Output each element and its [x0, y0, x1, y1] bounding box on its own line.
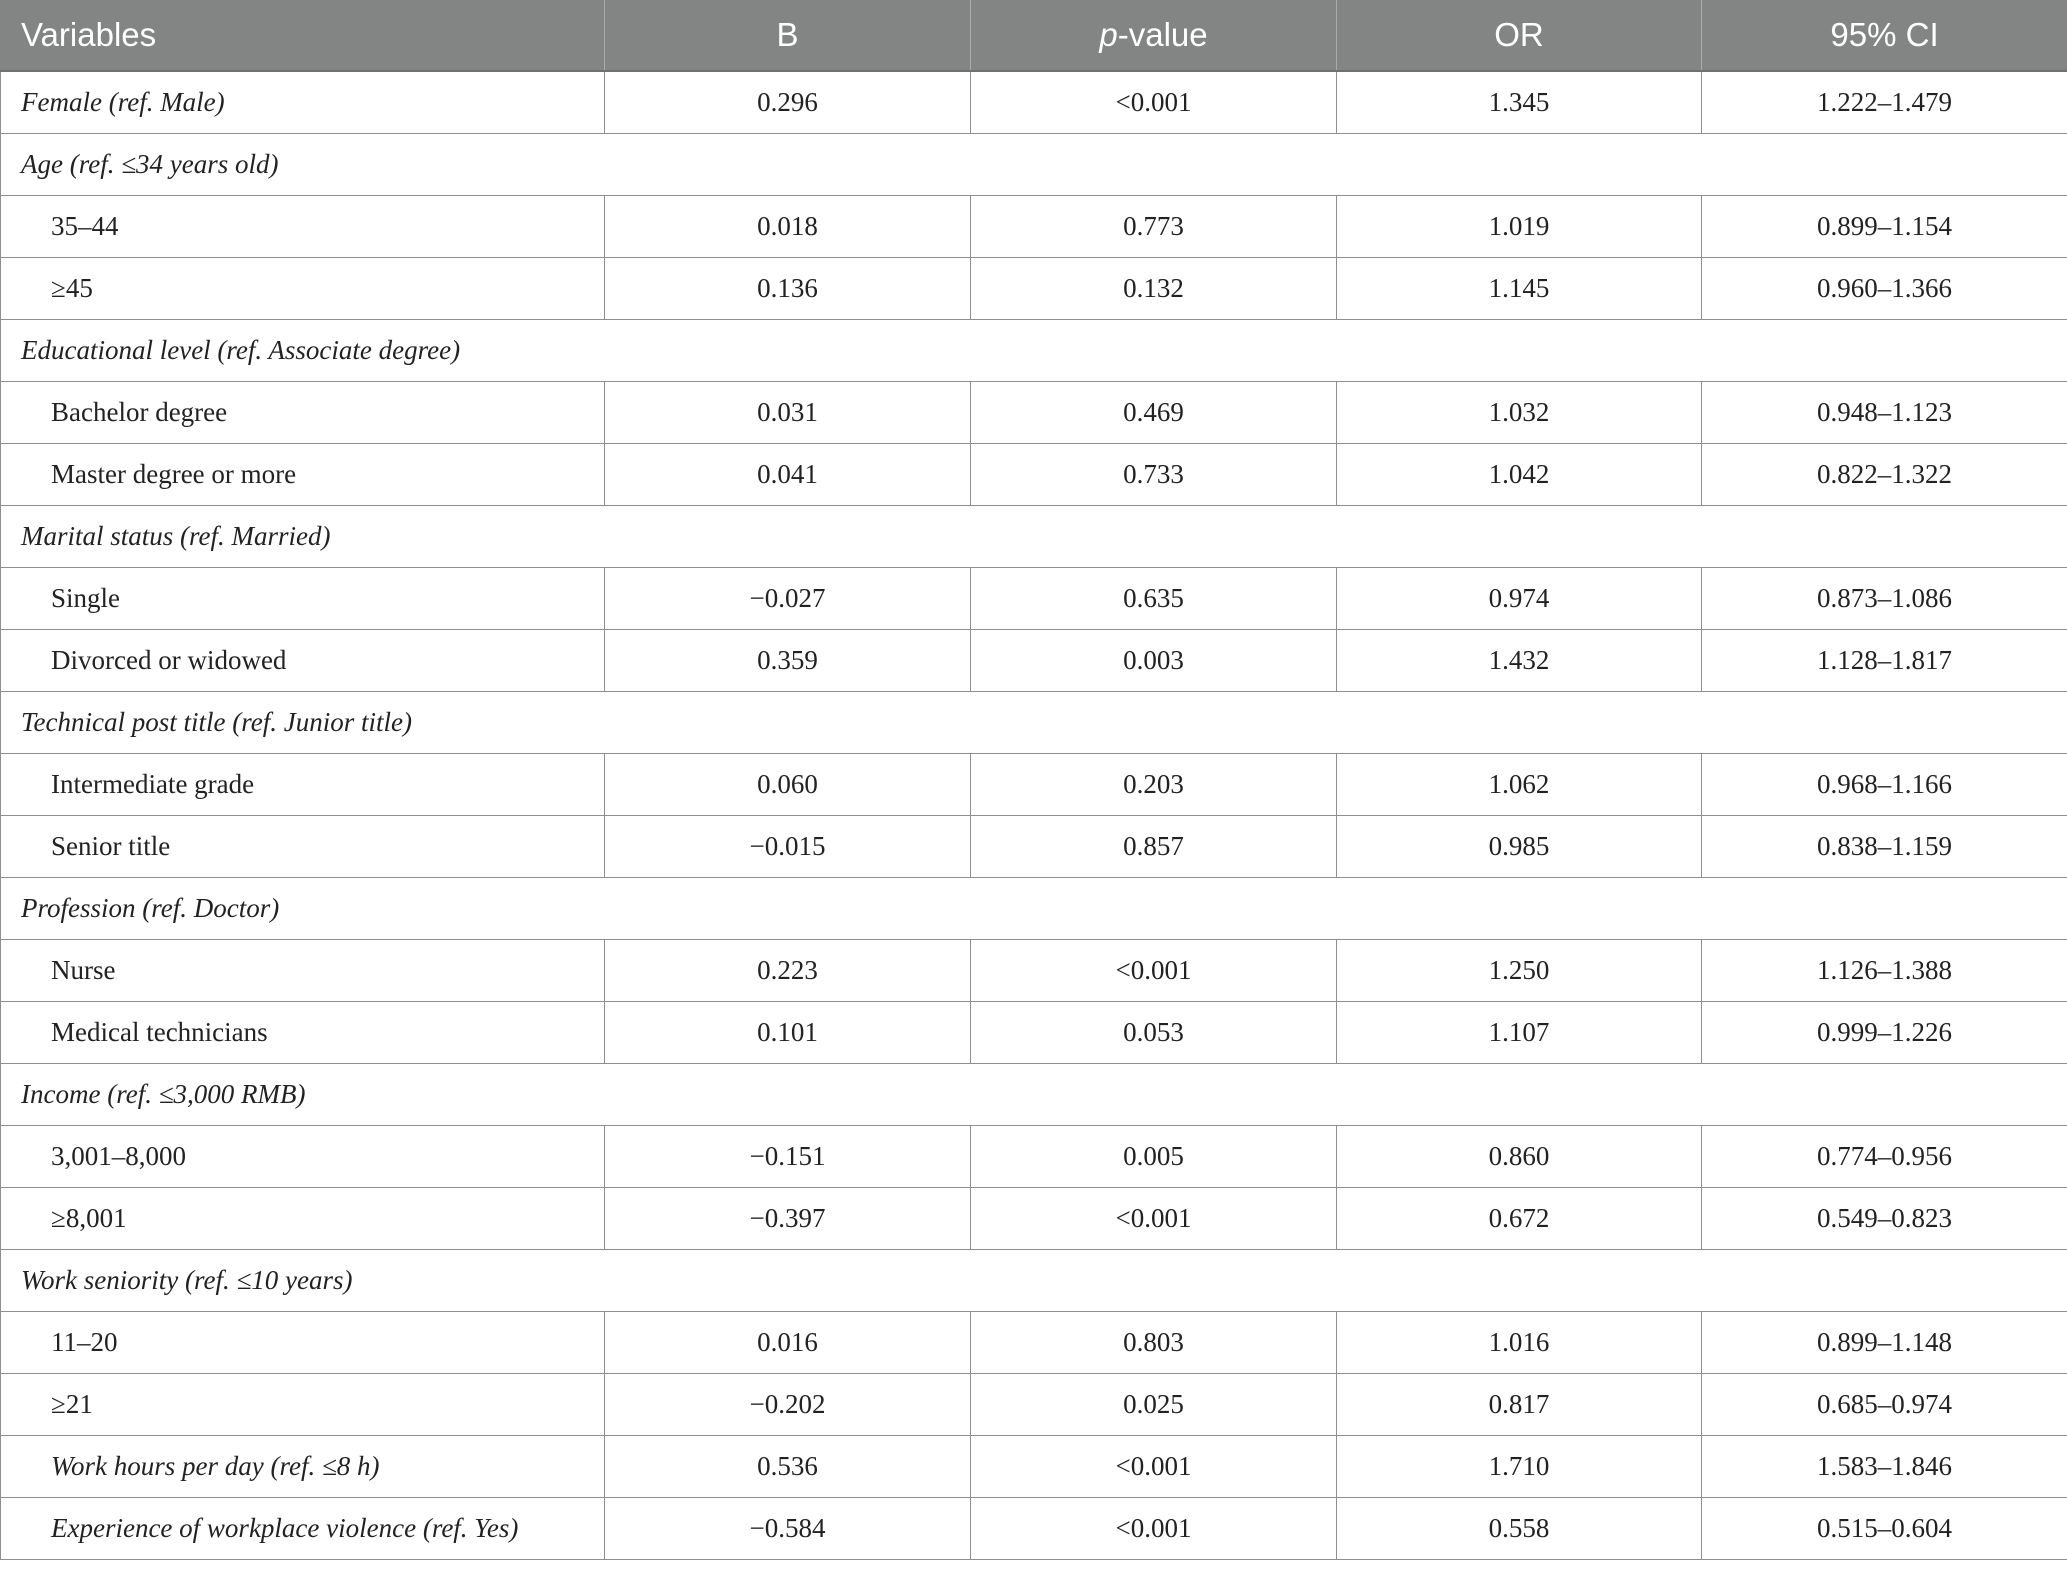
table-row [1, 1436, 2067, 1498]
b-value-cell: −0.015 [605, 816, 971, 878]
or-value-cell: 1.016 [1337, 1312, 1702, 1374]
p-value-cell: 0.132 [971, 258, 1337, 320]
or-value-cell: 1.107 [1337, 1002, 1702, 1064]
p-value-cell: <0.001 [971, 940, 1337, 1002]
p-value-cell: 0.857 [971, 816, 1337, 878]
ci-value-cell: 0.774–0.956 [1702, 1126, 2067, 1188]
p-value-cell: <0.001 [971, 1436, 1337, 1498]
group-label: Marital status (ref. Married) [1, 506, 2067, 568]
ci-value-cell: 1.128–1.817 [1702, 630, 2067, 692]
ci-value-cell: 0.822–1.322 [1702, 444, 2067, 506]
group-label: Educational level (ref. Associate degree) [1, 320, 2067, 382]
table-row [1, 1126, 2067, 1188]
p-value-cell: 0.469 [971, 382, 1337, 444]
p-value-cell: 0.733 [971, 444, 1337, 506]
b-value-cell: −0.202 [605, 1374, 971, 1436]
b-value-cell: 0.031 [605, 382, 971, 444]
table-row [1, 71, 2067, 134]
ci-value-cell: 0.999–1.226 [1702, 1002, 2067, 1064]
variable-label: ≥45 [1, 258, 605, 320]
group-header-row [1, 134, 2067, 196]
ci-value-cell: 0.685–0.974 [1702, 1374, 2067, 1436]
table-row [1, 196, 2067, 258]
p-value-cell: <0.001 [971, 1188, 1337, 1250]
variable-label: 11–20 [1, 1312, 605, 1374]
variable-label: Single [1, 568, 605, 630]
variable-label: Experience of workplace violence (ref. Yes) [1, 1498, 605, 1560]
table-row [1, 1498, 2067, 1560]
variable-label: Work hours per day (ref. ≤8 h) [1, 1436, 605, 1498]
table-body [1, 71, 2067, 1560]
table-row [1, 258, 2067, 320]
table-row [1, 1312, 2067, 1374]
ci-value-cell: 0.899–1.154 [1702, 196, 2067, 258]
or-value-cell: 0.817 [1337, 1374, 1702, 1436]
or-value-cell: 0.985 [1337, 816, 1702, 878]
ci-value-cell: 0.515–0.604 [1702, 1498, 2067, 1560]
group-label: Age (ref. ≤34 years old) [1, 134, 2067, 196]
variable-label: ≥8,001 [1, 1188, 605, 1250]
p-value-cell: <0.001 [971, 1498, 1337, 1560]
variable-label: Divorced or widowed [1, 630, 605, 692]
b-value-cell: 0.536 [605, 1436, 971, 1498]
header-or: OR [1337, 0, 1702, 71]
ci-value-cell: 0.873–1.086 [1702, 568, 2067, 630]
header-p-value [971, 0, 1337, 71]
or-value-cell: 1.019 [1337, 196, 1702, 258]
p-value-cell: 0.203 [971, 754, 1337, 816]
p-value-cell: 0.005 [971, 1126, 1337, 1188]
variable-label: 3,001–8,000 [1, 1126, 605, 1188]
table-row [1, 630, 2067, 692]
or-value-cell: 0.860 [1337, 1126, 1702, 1188]
table-row [1, 1188, 2067, 1250]
p-value-cell: 0.803 [971, 1312, 1337, 1374]
variable-label: Intermediate grade [1, 754, 605, 816]
variable-label: Senior title [1, 816, 605, 878]
header-variables: Variables [1, 0, 605, 71]
p-value-cell: 0.773 [971, 196, 1337, 258]
table-row [1, 754, 2067, 816]
b-value-cell: 0.101 [605, 1002, 971, 1064]
group-header-row [1, 506, 2067, 568]
variable-label: Medical technicians [1, 1002, 605, 1064]
p-value-cell: 0.003 [971, 630, 1337, 692]
header-row [1, 0, 2067, 71]
or-value-cell: 1.345 [1337, 71, 1702, 134]
group-label: Income (ref. ≤3,000 RMB) [1, 1064, 2067, 1126]
header-p-letter: p [1099, 16, 1118, 53]
p-value-cell: 0.635 [971, 568, 1337, 630]
b-value-cell: 0.041 [605, 444, 971, 506]
or-value-cell: 1.710 [1337, 1436, 1702, 1498]
b-value-cell: 0.296 [605, 71, 971, 134]
or-value-cell: 1.062 [1337, 754, 1702, 816]
header-p-suffix: -value [1117, 16, 1208, 53]
table-row [1, 1374, 2067, 1436]
group-label: Technical post title (ref. Junior title) [1, 692, 2067, 754]
table-row [1, 1002, 2067, 1064]
table-header [1, 0, 2067, 71]
b-value-cell: 0.060 [605, 754, 971, 816]
b-value-cell: 0.018 [605, 196, 971, 258]
ci-value-cell: 0.960–1.366 [1702, 258, 2067, 320]
group-header-row [1, 1064, 2067, 1126]
or-value-cell: 1.145 [1337, 258, 1702, 320]
group-header-row [1, 1250, 2067, 1312]
p-value-cell: <0.001 [971, 71, 1337, 134]
variable-label: ≥21 [1, 1374, 605, 1436]
b-value-cell: 0.359 [605, 630, 971, 692]
variable-label: Nurse [1, 940, 605, 1002]
group-label: Profession (ref. Doctor) [1, 878, 2067, 940]
b-value-cell: 0.223 [605, 940, 971, 1002]
variable-label: Master degree or more [1, 444, 605, 506]
or-value-cell: 0.672 [1337, 1188, 1702, 1250]
b-value-cell: 0.136 [605, 258, 971, 320]
b-value-cell: −0.584 [605, 1498, 971, 1560]
group-header-row [1, 878, 2067, 940]
group-header-row [1, 692, 2067, 754]
ci-value-cell: 0.899–1.148 [1702, 1312, 2067, 1374]
header-ci: 95% CI [1702, 0, 2067, 71]
or-value-cell: 1.250 [1337, 940, 1702, 1002]
table-row [1, 568, 2067, 630]
variable-label: Female (ref. Male) [1, 71, 605, 134]
ci-value-cell: 0.838–1.159 [1702, 816, 2067, 878]
group-label: Work seniority (ref. ≤10 years) [1, 1250, 2067, 1312]
or-value-cell: 1.432 [1337, 630, 1702, 692]
or-value-cell: 1.032 [1337, 382, 1702, 444]
ci-value-cell: 0.948–1.123 [1702, 382, 2067, 444]
header-b: B [605, 0, 971, 71]
p-value-cell: 0.025 [971, 1374, 1337, 1436]
variable-label: Bachelor degree [1, 382, 605, 444]
table-row [1, 816, 2067, 878]
or-value-cell: 0.558 [1337, 1498, 1702, 1560]
ci-value-cell: 1.222–1.479 [1702, 71, 2067, 134]
table-row [1, 382, 2067, 444]
b-value-cell: −0.027 [605, 568, 971, 630]
or-value-cell: 1.042 [1337, 444, 1702, 506]
ci-value-cell: 0.968–1.166 [1702, 754, 2067, 816]
ci-value-cell: 0.549–0.823 [1702, 1188, 2067, 1250]
table-row [1, 940, 2067, 1002]
ci-value-cell: 1.126–1.388 [1702, 940, 2067, 1002]
group-header-row [1, 320, 2067, 382]
variable-label: 35–44 [1, 196, 605, 258]
or-value-cell: 0.974 [1337, 568, 1702, 630]
table-row [1, 444, 2067, 506]
ci-value-cell: 1.583–1.846 [1702, 1436, 2067, 1498]
p-value-cell: 0.053 [971, 1002, 1337, 1064]
b-value-cell: −0.151 [605, 1126, 971, 1188]
b-value-cell: −0.397 [605, 1188, 971, 1250]
b-value-cell: 0.016 [605, 1312, 971, 1374]
